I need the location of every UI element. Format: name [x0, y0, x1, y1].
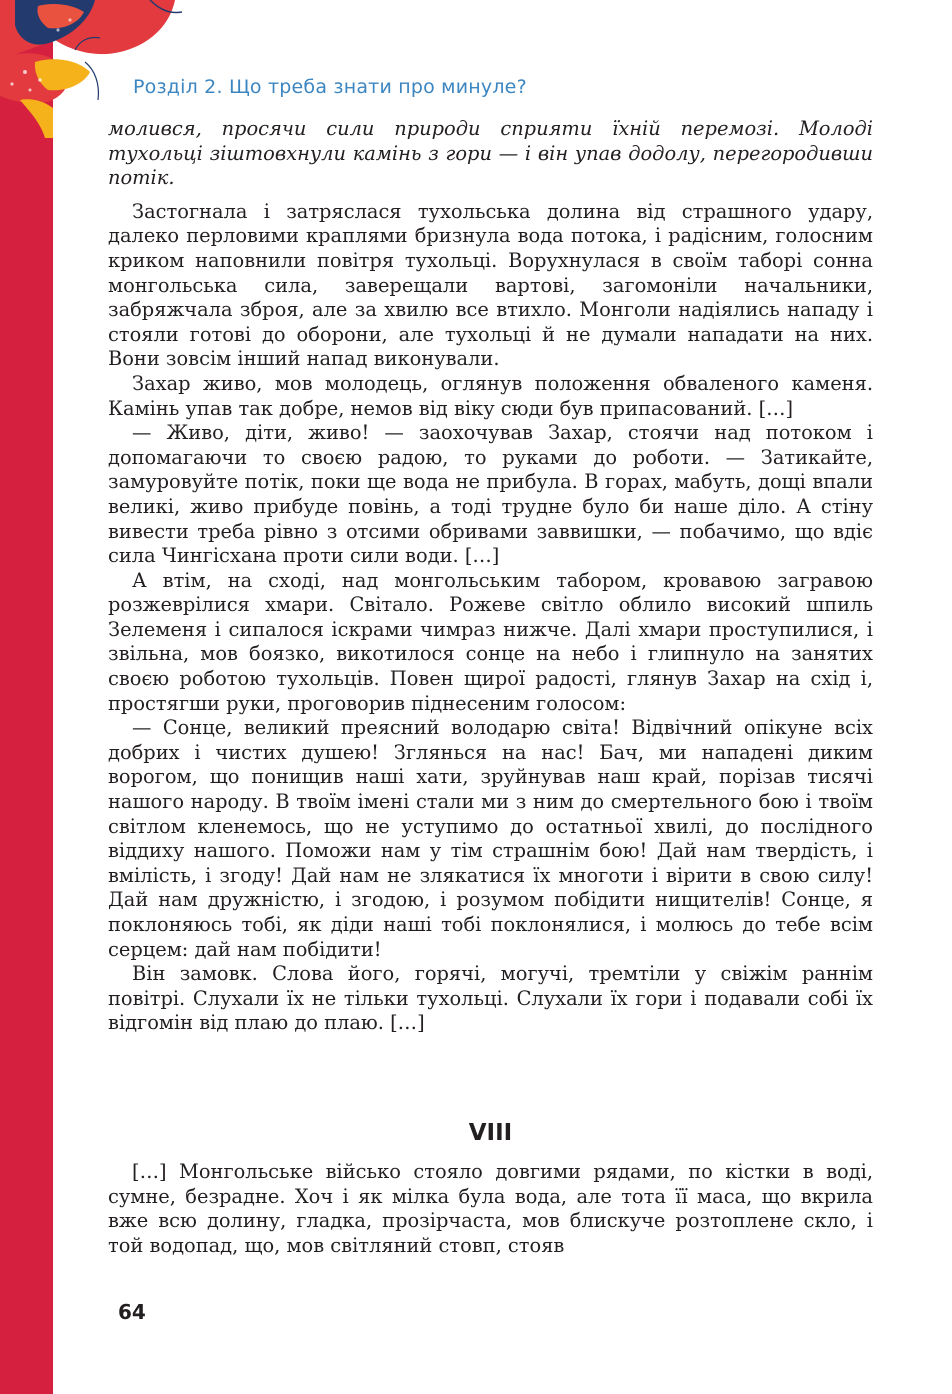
page-edge-strip [0, 0, 53, 1394]
main-text [108, 117, 873, 1036]
intro-paragraph: молився, просячи сили природи сприяти їхній перемозі. Молоді тухольці зіштовхнули камінь з гори — і він упав додолу, перегородивши потік. [108, 117, 873, 190]
paragraph: — Сонце, великий преясний володарю світа! Відвічний опікуне всіх добрих і чистих душею! Зглянься на нас! Бач, ми нападені диким ворогом, що понищив наші хати, зруйнував наш край, порізав тисячі нашого народу. В твоїм імені стали ми з ним до смертельного бою і твоїм світлом кленемось, що не уступимо до остатньої хвилі, до послідного віддиху нашого. Поможи нам у тім страшнім бою! Дай нам твердість, і вмілість, і згоду! Дай нам не злякатися їх многоти і вірити в свою силу! Дай нам дружністю, і згодою, і розумом побідити нищителів! Сонце, я поклоняюсь тобі, як діди наші тобі поклонялися, і молюсь до тебе всім серцем: дай нам побідити! [108, 716, 873, 961]
paragraph: А втім, на сході, над монгольським табором, кровавою загравою розжеврілися хмари. Світало. Рожеве світло облило високий шпиль Зелеменя і сипалося іскрами чимраз нижче. Далі хмари проступилися, і звільна, мов боязко, викотилося сонце на небо і глипнуло на занятих своєю роботою тухольців. Повен щирої радості, глянув Захар на схід і, простягши руки, проговорив піднесеним голосом: [108, 568, 873, 715]
section-title: Розділ 2. Що треба знати про минуле? [133, 76, 527, 98]
chapter-heading: VIII [468, 1120, 513, 1146]
paragraph: Він замовк. Слова його, горячі, могучі, тремтіли у свіжім раннім повітрі. Слухали їх не тільки тухольці. Слухали їх гори і подавали собі їх відгомін від плаю до плаю. […] [108, 962, 873, 1035]
paragraph: — Живо, діти, живо! — заохочував Захар, стоячи над потоком і допомагаючи то своєю радою, то руками до роботи. — Затикайте, замуровуйте потік, поки ще вода не прибула. В горах, мабуть, дощі впали великі, живо прибуде повінь, а тоді трудне було би наше діло. А стіну вивести треба рівно з отсими обривами заввишки, — побачимо, що вдіє сила Чингісхана проти сили води. […] [108, 421, 873, 568]
page-number: 64 [118, 1300, 146, 1324]
chapter-text [108, 1160, 873, 1258]
paragraph: Захар живо, мов молодець, оглянув положення обваленого каменя. Камінь упав так добре, немов від віку сюди був припасований. […] [108, 371, 873, 420]
paragraph: […] Монгольське військо стояло довгими рядами, по кістки в воді, сумне, безрадне. Хоч і як мілка була вода, але тота її маса, що вкрила вже всю долину, гладка, прозірчаста, мов блискуче розтоплене скло, і той водопад, що, мов світляний стовп, стояв [108, 1160, 873, 1257]
paragraph: Застогнала і затряслася тухольська долина від страшного удару, далеко перловими краплями бризнула вода потока, і радісним, голосним криком наповнили повітря тухольці. Ворухнулася в своїм таборі сонна монгольська сила, заверещали вартові, загомоніли начальники, забряжчала зброя, але за хвилю все втихло. Монголи надіялись нападу і стояли готові до оборони, але тухольці й не думали нападати на них. Вони зовсім інший напад виконували. [108, 199, 873, 371]
